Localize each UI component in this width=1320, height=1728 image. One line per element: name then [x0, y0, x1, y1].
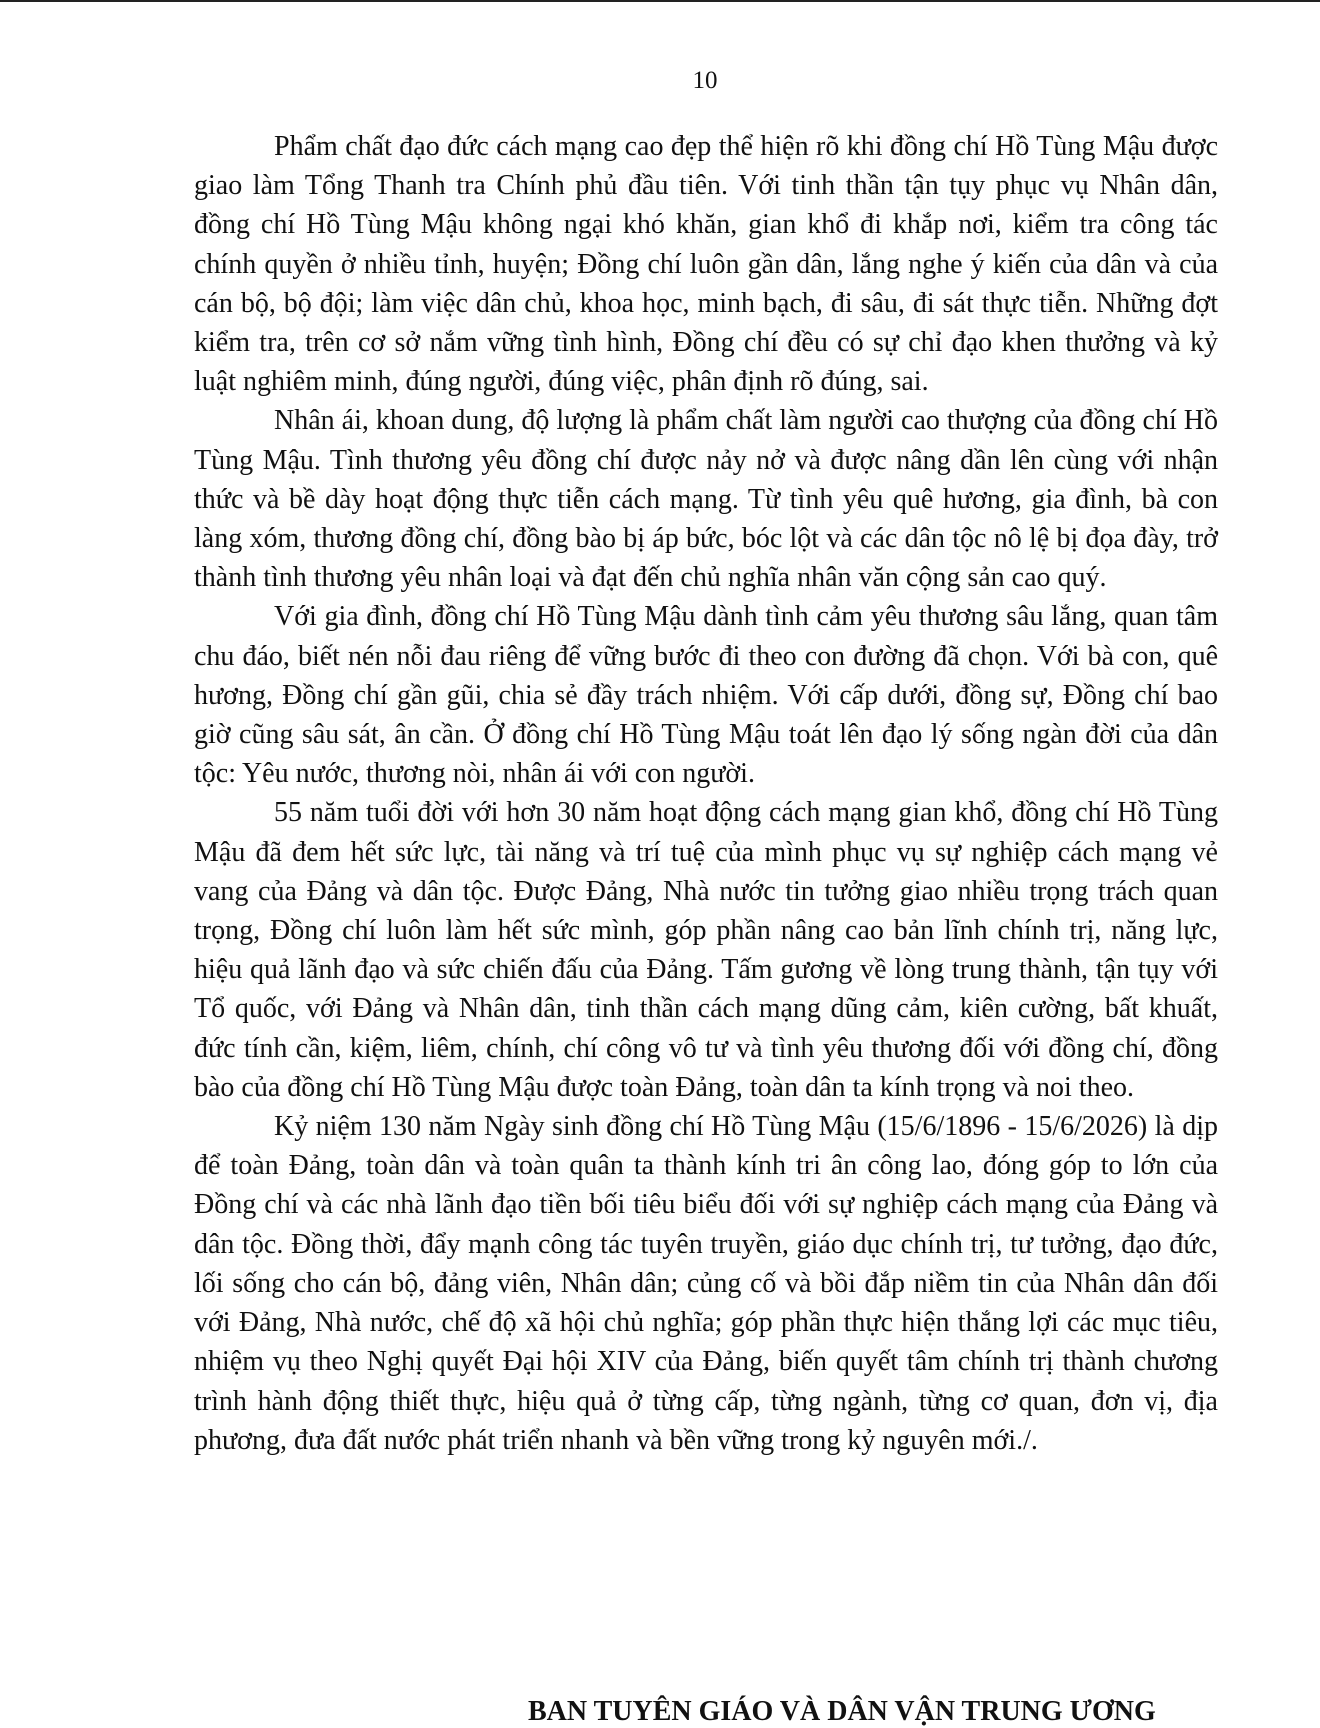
- paragraph-4: 55 năm tuổi đời với hơn 30 năm hoạt động cách mạng gian khổ, đồng chí Hồ Tùng Mậu đã đem hết sức lực, tài năng và trí tuệ của mình phục vụ sự nghiệp cách mạng vẻ vang của Đảng và dân tộc. Được Đảng, Nhà nước tin tưởng giao nhiều trọng trách quan trọng, Đồng chí luôn làm hết sức mình, góp phần nâng cao bản lĩnh chính trị, năng lực, hiệu quả lãnh đạo và sức chiến đấu của Đảng. Tấm gương về lòng trung thành, tận tụy với Tổ quốc, với Đảng và Nhân dân, tinh thần cách mạng dũng cảm, kiên cường, bất khuất, đức tính cần, kiệm, liêm, chính, chí công vô tư và tình yêu thương đối với đồng chí, đồng bào của đồng chí Hồ Tùng Mậu được toàn Đảng, toàn dân ta kính trọng và noi theo.: [194, 797, 1218, 1103]
- signature-heading: BAN TUYÊN GIÁO VÀ DÂN VẬN TRUNG ƯƠNG: [528, 1696, 1156, 1727]
- paragraph-2: Nhân ái, khoan dung, độ lượng là phẩm chất làm người cao thượng của đồng chí Hồ Tùng Mậu. Tình thương yêu đồng chí được nảy nở và được nâng dần lên cùng với nhận thức và bề dày hoạt động thực tiễn cách mạng. Từ tình yêu quê hương, gia đình, bà con làng xóm, thương đồng chí, đồng bào bị áp bức, bóc lột và các dân tộc nô lệ bị đọa đày, trở thành tình thương yêu nhân loại và đạt đến chủ nghĩa nhân văn cộng sản cao quý.: [194, 405, 1218, 594]
- document-body: [194, 127, 1218, 1460]
- paragraph-3: Với gia đình, đồng chí Hồ Tùng Mậu dành tình cảm yêu thương sâu lắng, quan tâm chu đáo, biết nén nỗi đau riêng để vững bước đi theo con đường đã chọn. Với bà con, quê hương, Đồng chí gần gũi, chia sẻ đầy trách nhiệm. Với cấp dưới, đồng sự, Đồng chí bao giờ cũng sâu sát, ân cần. Ở đồng chí Hồ Tùng Mậu toát lên đạo lý sống ngàn đời của dân tộc: Yêu nước, thương nòi, nhân ái với con người.: [194, 601, 1218, 790]
- top-border-line: [0, 0, 1320, 2]
- paragraph-5: Kỷ niệm 130 năm Ngày sinh đồng chí Hồ Tùng Mậu (15/6/1896 - 15/6/2026) là dịp để toàn Đảng, toàn dân và toàn quân ta thành kính tri ân công lao, đóng góp to lớn của Đồng chí và các nhà lãnh đạo tiền bối tiêu biểu đối với sự nghiệp cách mạng của Đảng và dân tộc. Đồng thời, đẩy mạnh công tác tuyên truyền, giáo dục chính trị, tư tưởng, đạo đức, lối sống cho cán bộ, đảng viên, Nhân dân; củng cố và bồi đắp niềm tin của Nhân dân đối với Đảng, Nhà nước, chế độ xã hội chủ nghĩa; góp phần thực hiện thắng lợi các mục tiêu, nhiệm vụ theo Nghị quyết Đại hội XIV của Đảng, biến quyết tâm chính trị thành chương trình hành động thiết thực, hiệu quả ở từng cấp, từng ngành, từng cơ quan, đơn vị, địa phương, đưa đất nước phát triển nhanh và bền vững trong kỷ nguyên mới./.: [194, 1111, 1218, 1456]
- page-number: 10: [692, 67, 718, 94]
- paragraph-1: Phẩm chất đạo đức cách mạng cao đẹp thể hiện rõ khi đồng chí Hồ Tùng Mậu được giao làm Tổng Thanh tra Chính phủ đầu tiên. Với tinh thần tận tụy phục vụ Nhân dân, đồng chí Hồ Tùng Mậu không ngại khó khăn, gian khổ đi khắp nơi, kiểm tra công tác chính quyền ở nhiều tỉnh, huyện; Đồng chí luôn gần dân, lắng nghe ý kiến của dân và của cán bộ, bộ đội; làm việc dân chủ, khoa học, minh bạch, đi sâu, đi sát thực tiễn. Những đợt kiểm tra, trên cơ sở nắm vững tình hình, Đồng chí đều có sự chỉ đạo khen thưởng và kỷ luật nghiêm minh, đúng người, đúng việc, phân định rõ đúng, sai.: [194, 131, 1218, 398]
